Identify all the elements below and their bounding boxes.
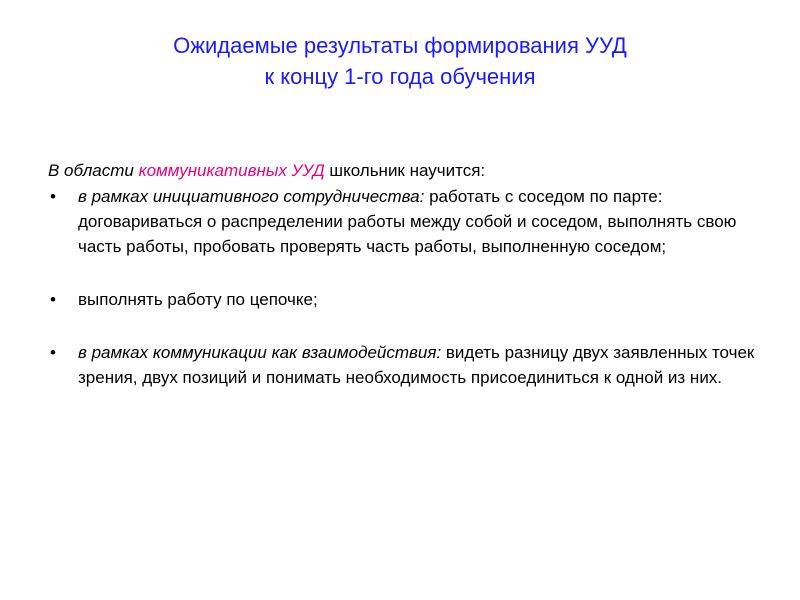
- bullet-icon: •: [50, 343, 56, 362]
- bullet-text: выполнять работу по цепочке;: [78, 290, 318, 309]
- title-line-1: Ожидаемые результаты формирования УУД: [173, 33, 627, 58]
- list-item: [48, 287, 758, 312]
- intro-paragraph: [48, 158, 748, 183]
- bullet-italic-text: в рамках инициативного сотрудничества:: [78, 187, 425, 206]
- intro-suffix: школьник научится:: [324, 161, 486, 180]
- bullet-icon: •: [50, 290, 56, 309]
- bullet-text: работать с соседом по парте: договариваться о распределении работы между собой и соседом, выполнять свою часть работы, пробовать проверять часть работы, выполненную соседом;: [78, 187, 737, 256]
- slide-body: [48, 158, 755, 390]
- slide-title: [0, 30, 800, 92]
- title-line-2: к концу 1-го года обучения: [264, 64, 536, 89]
- list-item: [48, 184, 758, 259]
- bullet-icon: •: [50, 187, 56, 206]
- bullet-list: [48, 184, 755, 390]
- intro-accent: коммуникативных УУД: [138, 161, 325, 180]
- intro-prefix: В области: [48, 161, 139, 180]
- bullet-italic-text: в рамках коммуникации как взаимодействия:: [78, 343, 442, 362]
- list-item: [48, 340, 758, 390]
- bullet-text: видеть разницу двух заявленных точек зрения, двух позиций и понимать необходимость присоединиться к одной из них.: [78, 343, 755, 387]
